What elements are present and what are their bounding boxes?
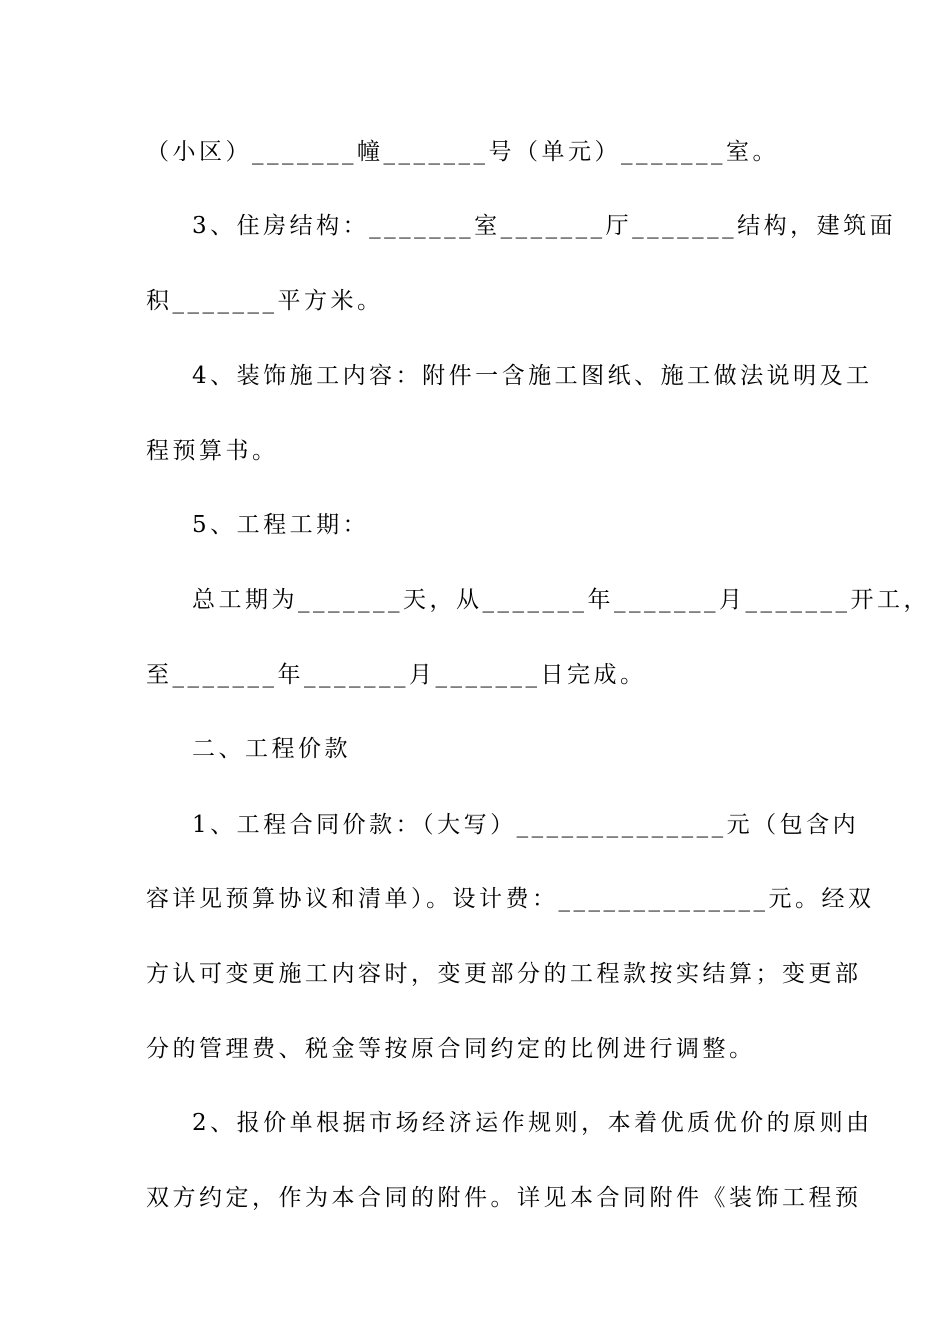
completion-date-line: 至_______年_______月_______日完成。 [146,662,647,688]
clause-4-continuation: 程预算书。 [146,438,279,464]
clause-2-2-quotation: 2、报价单根据市场经济运作规则，本着优质优价的原则由 [192,1110,873,1136]
clause-2-1-continuation-1: 容详见预算协议和清单）。设计费：______________元。经双 [146,886,875,912]
clause-5-heading: 5、工程工期： [192,512,370,538]
total-duration-line: 总工期为_______天，从_______年_______月_______开工， [192,587,930,613]
clause-2-2-continuation: 双方约定，作为本合同的附件。详见本合同附件《装饰工程预 [146,1185,862,1211]
clause-4-decoration-content: 4、装饰施工内容：附件一含施工图纸、施工做法说明及工 [192,363,873,389]
address-line: （小区）_______幢_______号（单元）_______室。 [146,139,779,165]
clause-2-1-continuation-3: 分的管理费、税金等按原合同约定的比例进行调整。 [146,1036,756,1062]
section-2-heading: 二、工程价款 [192,736,351,762]
clause-3-housing-structure: 3、住房结构：_______室_______厅_______结构，建筑面 [192,213,897,239]
clause-2-1-contract-price: 1、工程合同价款：（大写）______________元（包含内 [192,812,860,838]
clause-2-1-continuation-2: 方认可变更施工内容时，变更部分的工程款按实结算；变更部 [146,961,862,987]
clause-3-area-continuation: 积_______平方米。 [146,288,384,314]
